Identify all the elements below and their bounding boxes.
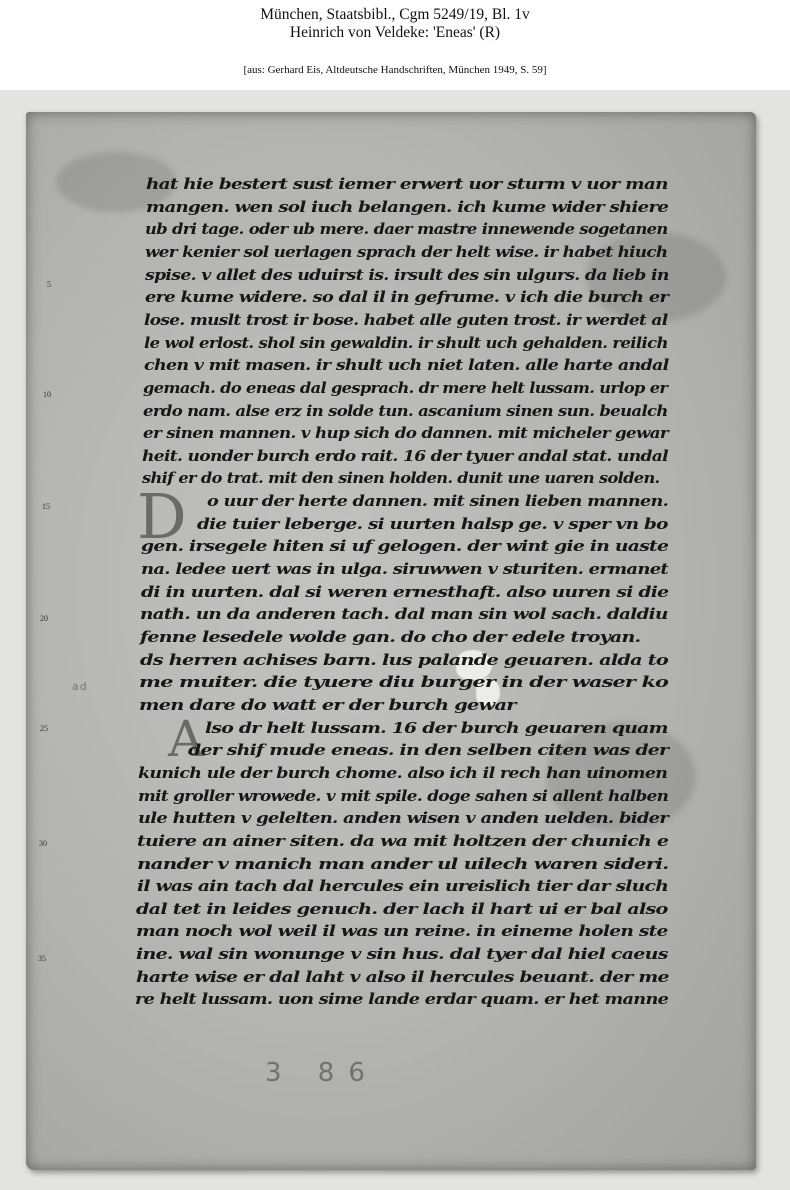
- pencil-folio-mark: 3 86: [265, 1058, 379, 1088]
- manuscript-title: München, Staatsbibl., Cgm 5249/19, Bl. 1v: [260, 6, 530, 23]
- manuscript-line: nath. un da anderen tach. dal man sin wol sach. daldiu: [140, 605, 668, 624]
- manuscript-line: shif er do trat. mit den sinen holden. dunit une uaren solden.: [142, 469, 660, 488]
- manuscript-line: heit. uonder burch erdo rait. 16 der tyuer andal stat. undal: [142, 446, 669, 465]
- manuscript-line: die tuier leberge. si uurten halsp ge. v sper vn bo: [197, 514, 668, 533]
- manuscript-line: hat hie bestert sust iemer erwert uor sturm v uor man: [146, 175, 668, 193]
- margin-note: ad: [72, 680, 88, 693]
- manuscript-line: gen. irsegele hiten si uf gelogen. der wint gie in uaste: [141, 537, 669, 556]
- manuscript-line: mangen. wen sol iuch belangen. ich kume wider shiere: [145, 197, 668, 216]
- manuscript-line: erdo nam. alse erz in solde tun. ascanium sinen sun. beualch: [143, 401, 668, 420]
- line-number: 15: [42, 502, 50, 511]
- manuscript-line: mit groller wrowede. v mit spile. doge sahen si allent halben: [137, 786, 669, 805]
- line-number: 35: [38, 954, 46, 963]
- manuscript-line: spise. v allet des uduirst is. irsult des sin ulgurs. da lieb in: [144, 265, 669, 284]
- line-number: 30: [39, 839, 47, 848]
- manuscript-line: ere kume widere. so dal il in gefrume. v ich die burch er: [144, 288, 668, 307]
- manuscript-line: der shif mude eneas. in den selben citen was der: [188, 741, 669, 760]
- manuscript-line: ds herren achises barn. lus palande geuaren. alda to: [139, 650, 668, 669]
- manuscript-line: wer kenier sol uerlagen sprach der helt wise. ir habet hiuch: [145, 242, 668, 261]
- manuscript-line: ub dri tage. oder ub mere. daer mastre innewende sogetanen: [145, 220, 669, 239]
- illuminated-initial-d: D: [137, 480, 187, 553]
- manuscript-line: na. ledee uert was in ulga. siruwwen v sturiten. ermanet: [140, 560, 668, 579]
- manuscript-line: men dare do watt er der burch gewar: [139, 695, 516, 714]
- line-number: 5: [47, 280, 51, 289]
- line-number: 20: [40, 614, 48, 623]
- manuscript-line: er sinen mannen. v hup sich do dannen. mit micheler gewar: [142, 424, 668, 443]
- manuscript-line: le wol erlost. shol sin gewaldin. ir shult uch gehalden. reilich: [143, 333, 668, 352]
- manuscript-line: man noch wol weil il was un reine. in eineme holen ste: [136, 922, 668, 941]
- source-citation: [aus: Gerhard Eis, Altdeutsche Handschriften, München 1949, S. 59]: [243, 64, 547, 76]
- manuscript-line: gemach. do eneas dal gesprach. dr mere helt lussam. urlop er: [143, 378, 668, 397]
- manuscript-line: harte wise er dal laht v also il hercules beuant. der me: [135, 967, 669, 986]
- manuscript-line: il was ain tach dal hercules ein ureislich tier dar sluch: [136, 877, 668, 896]
- manuscript-line: dal tet in leides genuch. der lach il hart ui er bal also: [136, 899, 668, 918]
- manuscript-line: lose. muslt trost ir bose. habet alle guten trost. ir werdet al: [144, 310, 668, 329]
- line-number: 10: [43, 390, 51, 399]
- line-number: 25: [40, 724, 48, 733]
- manuscript-line: chen v mit masen. ir shult uch niet laten. alle harte andal: [143, 356, 669, 375]
- manuscript-line: kunich ule der burch chome. also ich il rech han uinomen: [138, 763, 668, 782]
- manuscript-line: me muiter. die tyuere diu burger in der waser ko: [139, 673, 669, 692]
- manuscript-line: re helt lussam. uon sime lande erdar quam. er het manne: [135, 990, 669, 1009]
- manuscript-line: ine. wal sin wonunge v sin hus. dal tyer dal hiel caeus: [135, 945, 668, 964]
- manuscript-line: lso dr helt lussam. 16 der burch geuaren quam: [205, 718, 668, 737]
- manuscript-line: nander v manich man ander ul uilech waren sideri.: [137, 854, 669, 873]
- manuscript-line: tuiere an ainer siten. da wa mit holtzen der chunich e: [137, 831, 669, 850]
- illuminated-initial-a: A: [168, 710, 205, 768]
- manuscript-line: fenne lesedele wolde gan. do cho der edele troyan.: [140, 628, 641, 646]
- manuscript-line: di in uurten. dal si weren ernesthaft. also uuren si die: [140, 582, 668, 601]
- work-subtitle: Heinrich von Veldeke: 'Eneas' (R): [289, 24, 501, 41]
- manuscript-line: ule hutten v gelelten. anden wisen v anden uelden. bider: [137, 809, 668, 828]
- manuscript-line: o uur der herte dannen. mit sinen lieben mannen.: [207, 492, 669, 511]
